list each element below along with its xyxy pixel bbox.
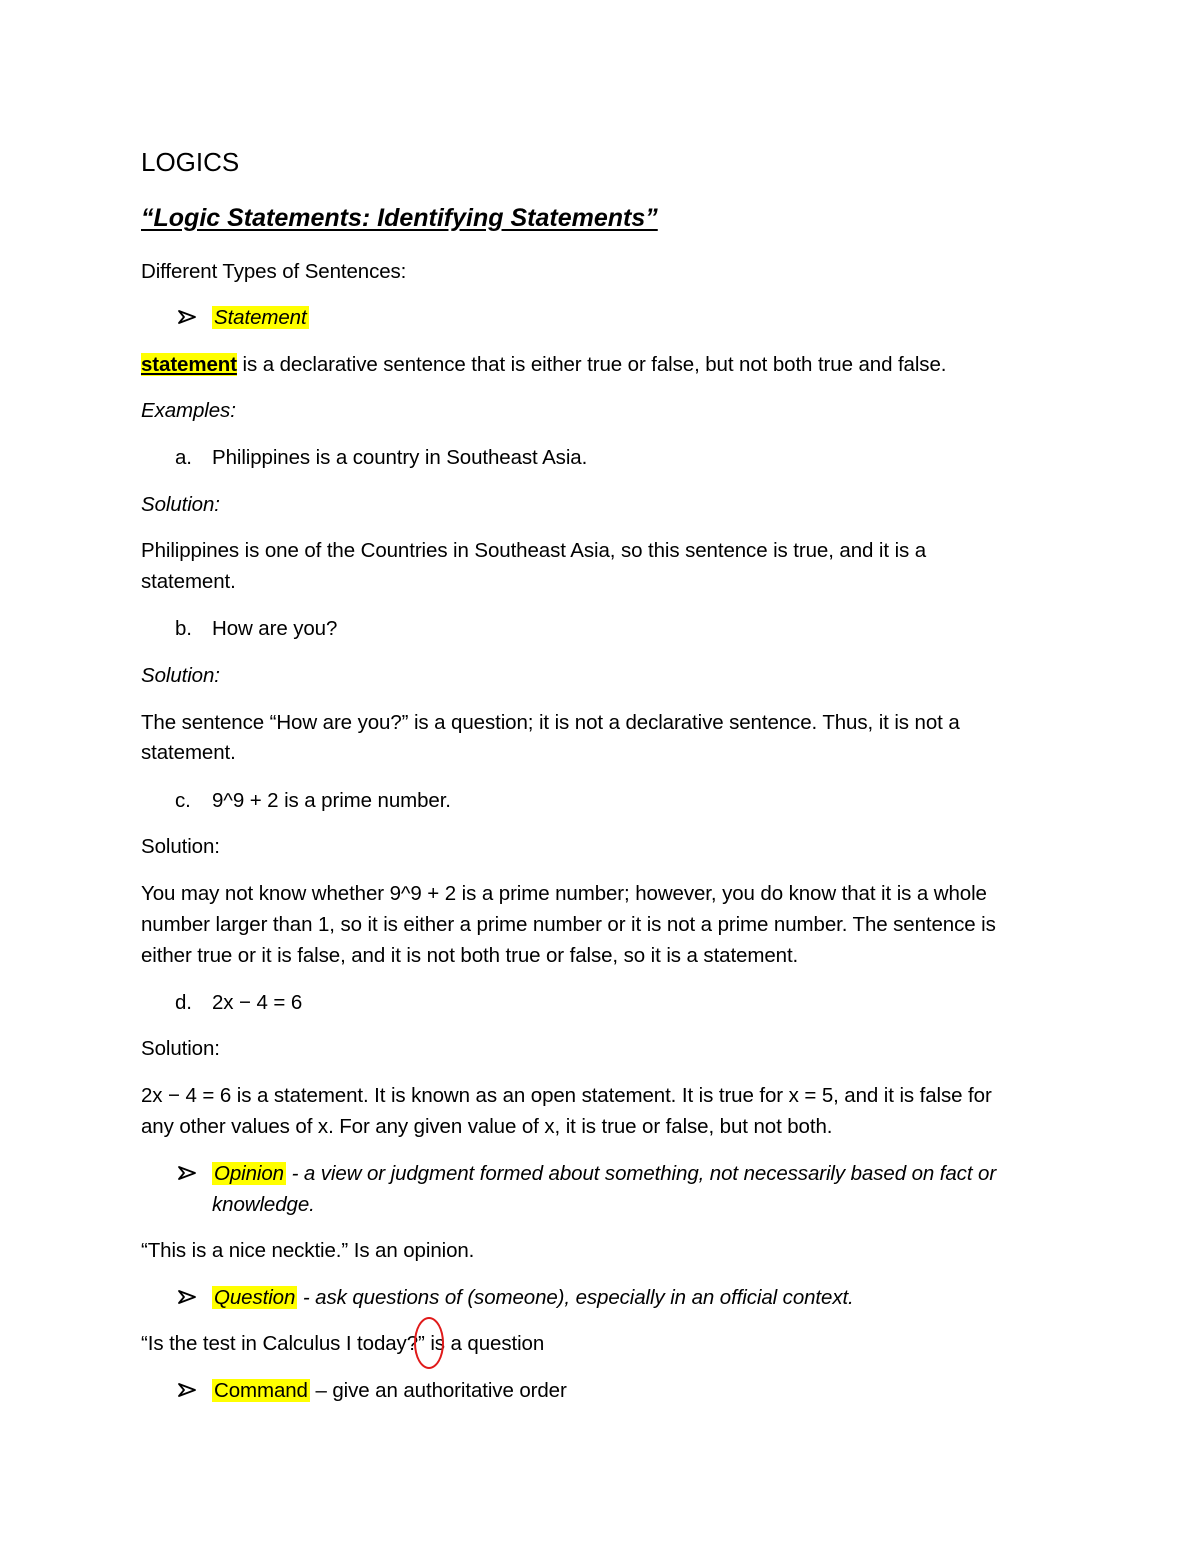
solution-a-label: Solution: xyxy=(141,493,220,516)
command-heading: Command xyxy=(214,1379,308,1402)
solution-d-line-2: any other values of x. For any given value of x, it is true or false, but not both. xyxy=(141,1115,833,1138)
question-def-text: - ask questions of (someone), especially in an official context. xyxy=(297,1286,854,1309)
solution-d-label: Solution: xyxy=(141,1037,220,1060)
opinion-example: “This is a nice necktie.” Is an opinion. xyxy=(141,1239,475,1262)
question-definition xyxy=(212,1282,854,1313)
question-heading: Question xyxy=(214,1286,296,1309)
statement-heading-text: Statement xyxy=(214,306,307,329)
example-a-letter: a. xyxy=(175,446,192,469)
solution-c-label: Solution: xyxy=(141,835,220,858)
solution-a-line-1: Philippines is one of the Countries in Southeast Asia, so this sentence is true, and it is a xyxy=(141,539,927,562)
solution-a-line-2: statement. xyxy=(141,570,236,593)
solution-c-line-1: You may not know whether 9^9 + 2 is a prime number; however, you do know that it is a whole xyxy=(141,882,987,905)
opinion-heading: Opinion xyxy=(214,1162,284,1185)
arrow-bullet-icon xyxy=(177,302,197,325)
example-c-text: 9^9 + 2 is a prime number. xyxy=(212,789,451,812)
example-d-letter: d. xyxy=(175,991,192,1014)
statement-def-text: is a declarative sentence that is either true or false, but not both true and false. xyxy=(236,353,947,376)
command-definition xyxy=(212,1375,567,1406)
examples-label: Examples: xyxy=(141,399,236,422)
solution-d-line-1: 2x − 4 = 6 is a statement. It is known as an open statement. It is true for x = 5, and it is false for xyxy=(141,1084,992,1107)
arrow-bullet-icon xyxy=(177,1282,197,1305)
arrow-bullet-icon xyxy=(177,1158,197,1181)
solution-c-line-3: either true or it is false, and it is not both true or false, so it is a statement. xyxy=(141,944,799,967)
opinion-definition xyxy=(212,1158,996,1189)
intro-text: Different Types of Sentences: xyxy=(141,260,407,283)
example-a-text: Philippines is a country in Southeast Asia. xyxy=(212,446,588,469)
example-d-text: 2x − 4 = 6 xyxy=(212,991,303,1014)
question-example: “Is the test in Calculus I today?” is a question xyxy=(141,1332,545,1355)
solution-b-line-2: statement. xyxy=(141,741,236,764)
statement-definition xyxy=(141,349,946,380)
arrow-bullet-icon xyxy=(177,1375,197,1398)
example-c-letter: c. xyxy=(175,789,191,812)
command-def-text: – give an authoritative order xyxy=(309,1379,567,1402)
solution-c-line-2: number larger than 1, so it is either a prime number or it is not a prime number. The sentence is xyxy=(141,913,996,936)
solution-b-label: Solution: xyxy=(141,664,220,687)
example-b-text: How are you? xyxy=(212,617,338,640)
document-title: LOGICS xyxy=(141,147,240,177)
statement-heading xyxy=(212,302,309,333)
statement-term: statement xyxy=(141,353,237,376)
opinion-def-line-2: knowledge. xyxy=(212,1193,315,1216)
solution-b-line-1: The sentence “How are you?” is a question; it is not a declarative sentence. Thus, it is not a xyxy=(141,711,960,734)
document-subtitle: “Logic Statements: Identifying Statements” xyxy=(141,204,658,232)
example-b-letter: b. xyxy=(175,617,192,640)
opinion-def-line-1: - a view or judgment formed about something, not necessarily based on fact or xyxy=(285,1162,997,1185)
